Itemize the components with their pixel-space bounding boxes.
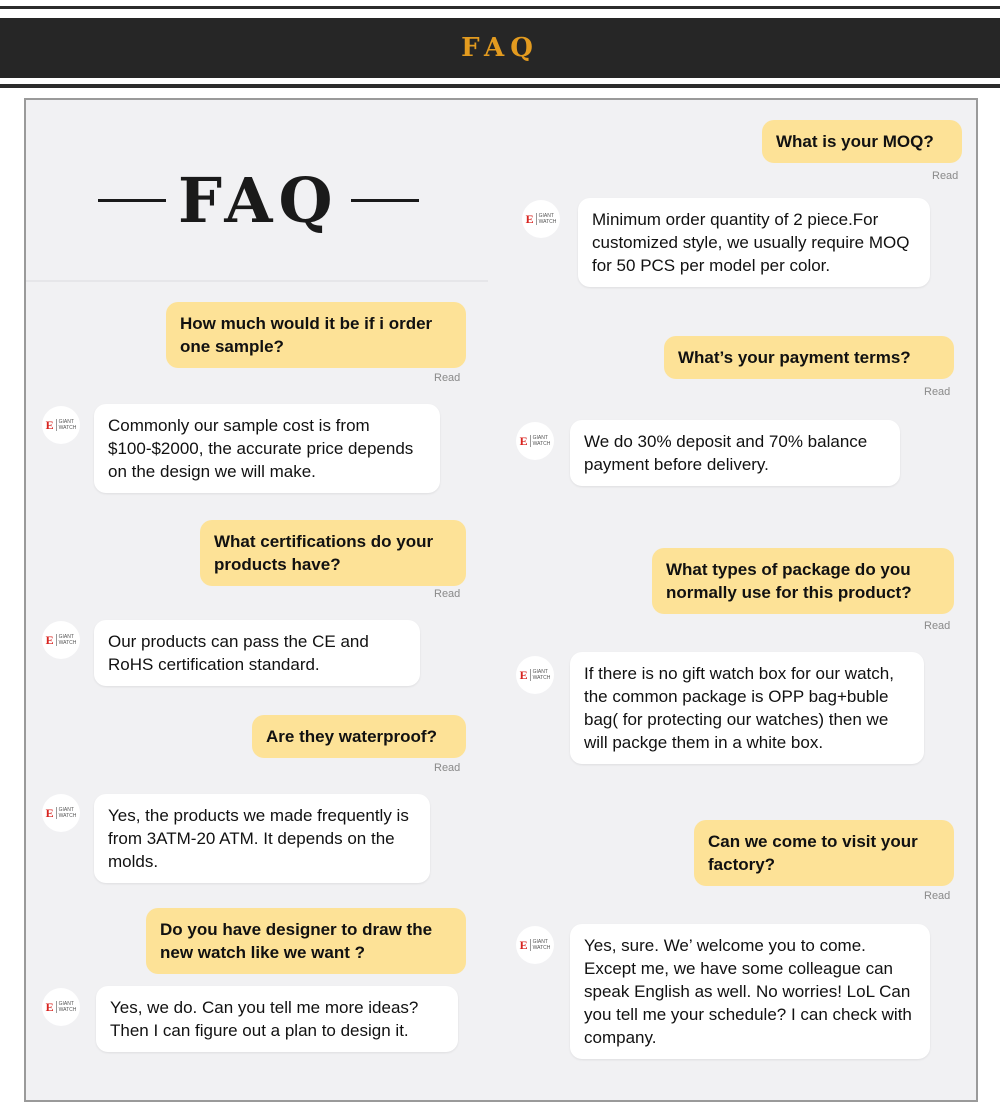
answer-text: Yes, sure. We’ welcome you to come. Except me, we have some colleague can speak English as well. No worries! LoL Can you tell me your schedule? I can check with company. [584,936,912,1047]
answer-bubble [578,198,930,287]
read-receipt: Read [434,762,461,774]
question-text: What certifications do your products have? [214,532,434,574]
question-bubble [652,548,954,614]
faq-hero-heading [86,164,431,237]
read-receipt: Read [434,588,461,600]
answer-bubble [570,652,924,764]
faq-banner [0,18,1000,78]
giant-watch-logo: E GIANT WATCH [45,805,77,820]
avatar [516,656,554,694]
question-text: Do you have designer to draw the new watch like we want ? [160,920,433,962]
right-chat-column [506,100,976,1100]
avatar [42,406,80,444]
giant-watch-logo: E GIANT WATCH [519,937,551,952]
avatar [522,200,560,238]
answer-bubble [94,794,430,883]
hero-dash-left [98,199,166,202]
answer-text: Minimum order quantity of 2 piece.For customized style, we usually require MOQ for 50 PCS per model per color. [592,210,910,275]
question-bubble [252,715,466,758]
avatar [516,926,554,964]
read-receipt: Read [924,386,951,398]
question-bubble [166,302,466,368]
answer-bubble [96,986,458,1052]
chat-screenshot-frame [24,98,978,1102]
question-text: Are they waterproof? [266,727,437,746]
answer-bubble [94,620,420,686]
question-bubble [762,120,962,163]
question-text: What’s your payment terms? [678,348,911,367]
section-divider [26,280,488,282]
read-receipt: Read [932,170,959,182]
avatar [42,794,80,832]
question-bubble [200,520,466,586]
question-bubble [694,820,954,886]
avatar [516,422,554,460]
answer-bubble [570,420,900,486]
read-receipt: Read [924,890,951,902]
avatar [42,621,80,659]
question-text: What is your MOQ? [776,132,934,151]
answer-text: Commonly our sample cost is from $100-$2000, the accurate price depends on the design we will make. [108,416,414,481]
question-text: Can we come to visit your factory? [708,832,918,874]
top-rule [0,6,1000,9]
answer-text: Yes, we do. Can you tell me more ideas? Then I can figure out a plan to design it. [110,998,419,1040]
answer-bubble [570,924,930,1059]
left-chat-column [26,100,488,1100]
banner-title: FAQ [461,33,539,63]
giant-watch-logo: E GIANT WATCH [525,211,557,226]
answer-text: Our products can pass the CE and RoHS certification standard. [108,632,369,674]
question-text: What types of package do you normally use for this product? [666,560,912,602]
hero-dash-right [351,199,419,202]
answer-text: We do 30% deposit and 70% balance payment before delivery. [584,432,868,474]
avatar [42,988,80,1026]
question-text: How much would it be if i order one sample? [180,314,433,356]
hero-word: FAQ [178,164,339,237]
read-receipt: Read [924,620,951,632]
giant-watch-logo: E GIANT WATCH [45,417,77,432]
bottom-rule [0,84,1000,88]
giant-watch-logo: E GIANT WATCH [45,999,77,1014]
question-bubble [664,336,954,379]
giant-watch-logo: E GIANT WATCH [519,667,551,682]
question-bubble [146,908,466,974]
giant-watch-logo: E GIANT WATCH [519,433,551,448]
answer-text: If there is no gift watch box for our watch, the common package is OPP bag+buble bag( for protecting our watches) then we will packge them in a white box. [584,664,894,752]
giant-watch-logo: E GIANT WATCH [45,632,77,647]
read-receipt: Read [434,372,461,384]
answer-text: Yes, the products we made frequently is from 3ATM-20 ATM. It depends on the molds. [108,806,409,871]
answer-bubble [94,404,440,493]
